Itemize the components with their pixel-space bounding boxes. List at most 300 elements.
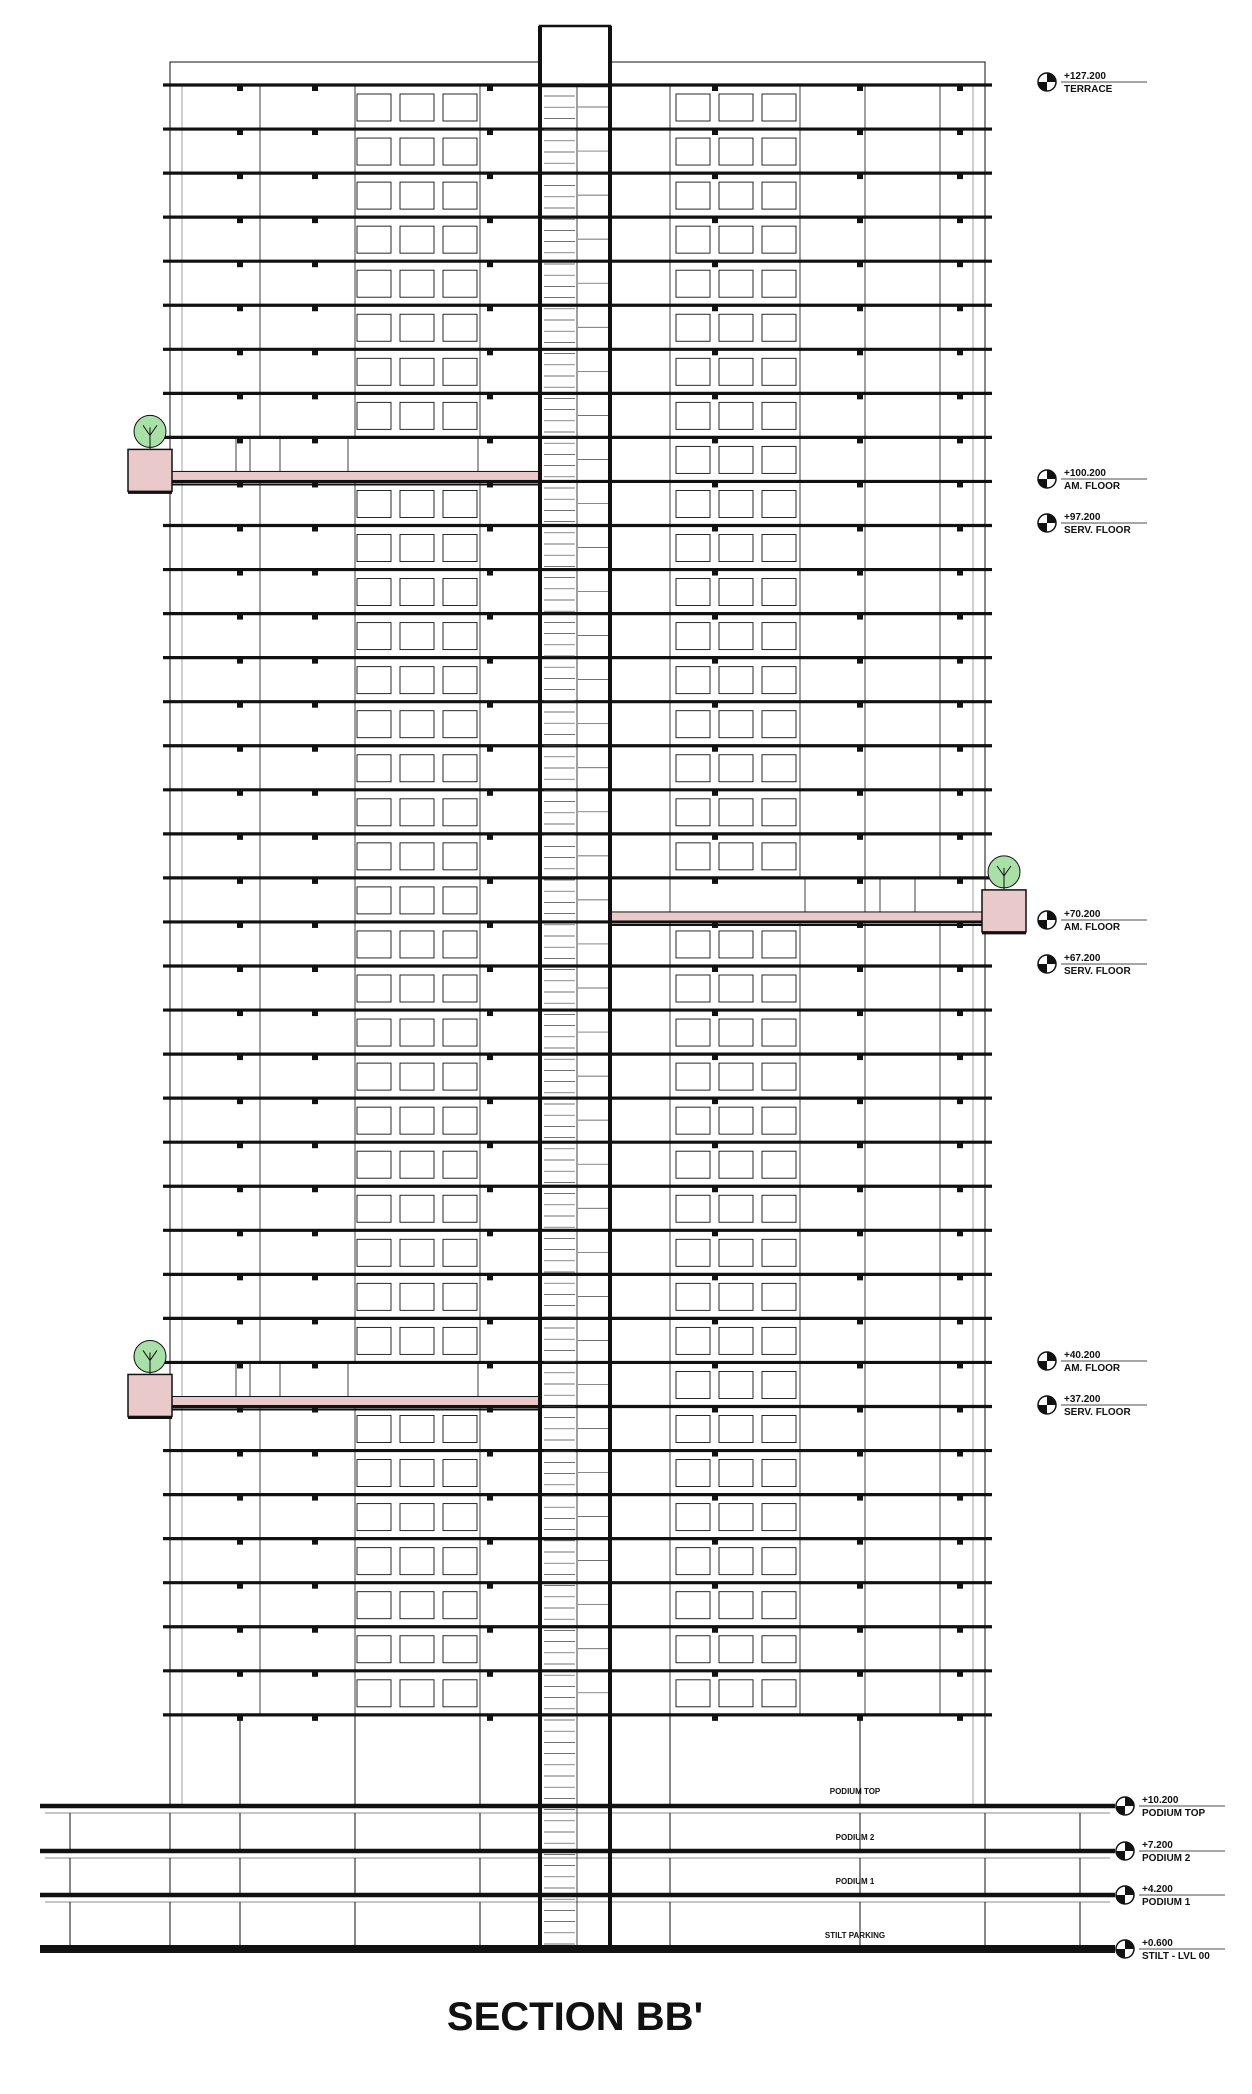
level-marker-serv-floor-37	[1038, 1394, 1147, 1418]
window	[719, 358, 753, 385]
column-stub	[487, 1495, 493, 1501]
window	[400, 358, 434, 385]
column-stub	[712, 1715, 718, 1721]
level-value: +37.200	[1064, 1394, 1101, 1405]
level-value: +100.200	[1064, 468, 1106, 479]
column-stub	[957, 702, 963, 708]
window	[443, 1680, 477, 1707]
window	[357, 799, 391, 826]
window	[719, 667, 753, 694]
column-stub	[712, 1230, 718, 1236]
window	[676, 667, 710, 694]
column-stub	[712, 85, 718, 91]
level-marker-terrace	[1038, 71, 1147, 95]
column-stub	[237, 1230, 243, 1236]
column-stub	[312, 1010, 318, 1016]
level-value: +40.200	[1064, 1350, 1101, 1361]
column-stub	[712, 129, 718, 135]
column-stub	[857, 614, 863, 620]
window	[719, 623, 753, 650]
window	[719, 975, 753, 1002]
window	[400, 1680, 434, 1707]
window	[443, 182, 477, 209]
column-stub	[712, 702, 718, 708]
column-stub	[857, 658, 863, 664]
window	[357, 931, 391, 958]
column-stub	[487, 1362, 493, 1368]
window	[719, 1195, 753, 1222]
column-stub	[237, 746, 243, 752]
column-stub	[487, 702, 493, 708]
column-stub	[237, 1362, 243, 1368]
level-marker-am-floor-100	[1038, 468, 1147, 492]
window	[719, 402, 753, 429]
window	[357, 579, 391, 606]
window	[443, 1019, 477, 1046]
column-stub	[712, 1142, 718, 1148]
column-stub	[957, 1407, 963, 1413]
amenity-slab	[170, 471, 540, 480]
column-stub	[487, 173, 493, 179]
window	[719, 711, 753, 738]
window	[400, 975, 434, 1002]
column-stub	[312, 173, 318, 179]
column-stub	[487, 1671, 493, 1677]
column-stub	[712, 173, 718, 179]
column-stub	[857, 702, 863, 708]
column-stub	[487, 1583, 493, 1589]
column-stub	[857, 85, 863, 91]
column-stub	[312, 834, 318, 840]
window	[400, 1063, 434, 1090]
column-stub	[712, 878, 718, 884]
column-stub	[712, 217, 718, 223]
column-stub	[312, 746, 318, 752]
level-marker-serv-floor-97	[1038, 512, 1147, 536]
column-stub	[712, 1539, 718, 1545]
window	[443, 1548, 477, 1575]
column-stub	[237, 702, 243, 708]
column-stub	[957, 393, 963, 399]
window	[719, 490, 753, 517]
window	[676, 1371, 710, 1398]
column-stub	[857, 526, 863, 532]
column-stub	[312, 658, 318, 664]
column-stub	[487, 1539, 493, 1545]
column-stub	[957, 1627, 963, 1633]
level-marker-am-floor-40	[1038, 1350, 1147, 1374]
level-name: PODIUM 1	[1142, 1897, 1191, 1908]
window	[719, 1327, 753, 1354]
window	[400, 1195, 434, 1222]
column-stub	[712, 1362, 718, 1368]
window	[719, 1680, 753, 1707]
column-stub	[487, 570, 493, 576]
column-stub	[237, 129, 243, 135]
level-name: SERV. FLOOR	[1064, 966, 1131, 977]
column-stub	[957, 1274, 963, 1280]
column-stub	[712, 1098, 718, 1104]
window	[357, 1680, 391, 1707]
planter-box	[128, 1374, 172, 1416]
window	[400, 270, 434, 297]
column-stub	[237, 1627, 243, 1633]
window	[676, 1107, 710, 1134]
column-stub	[957, 129, 963, 135]
window	[719, 446, 753, 473]
window	[762, 1283, 796, 1310]
level-name: AM. FLOOR	[1064, 922, 1121, 933]
window	[719, 1283, 753, 1310]
column-stub	[312, 1451, 318, 1457]
level-marker-podium-1	[1116, 1884, 1225, 1908]
window	[400, 1283, 434, 1310]
column-stub	[957, 1583, 963, 1589]
column-stub	[237, 349, 243, 355]
podium-label: PODIUM 2	[835, 1833, 875, 1842]
window	[443, 623, 477, 650]
window	[762, 402, 796, 429]
window	[762, 270, 796, 297]
column-stub	[857, 217, 863, 223]
window	[762, 579, 796, 606]
window	[762, 490, 796, 517]
column-stub	[312, 1671, 318, 1677]
window	[357, 843, 391, 870]
window	[443, 1195, 477, 1222]
podium-labels	[825, 1787, 885, 1940]
column-stub	[487, 834, 493, 840]
column-stub	[957, 1230, 963, 1236]
window	[400, 1636, 434, 1663]
column-stub	[857, 1142, 863, 1148]
window	[400, 1548, 434, 1575]
window	[443, 402, 477, 429]
column-stub	[712, 570, 718, 576]
window	[676, 1636, 710, 1663]
column-stub	[237, 1539, 243, 1545]
window	[443, 975, 477, 1002]
window	[400, 226, 434, 253]
column-stub	[237, 261, 243, 267]
window	[719, 843, 753, 870]
window	[443, 490, 477, 517]
column-stub	[487, 261, 493, 267]
column-stub	[312, 790, 318, 796]
column-stub	[712, 481, 718, 487]
window	[400, 182, 434, 209]
column-stub	[487, 1010, 493, 1016]
column-stub	[312, 1230, 318, 1236]
window	[357, 711, 391, 738]
column-stub	[487, 878, 493, 884]
window	[357, 1063, 391, 1090]
section-title: SECTION BB'	[446, 1995, 704, 2039]
window	[676, 755, 710, 782]
column-stub	[857, 790, 863, 796]
level-name: AM. FLOOR	[1064, 481, 1121, 492]
column-stub	[857, 1451, 863, 1457]
column-stub	[712, 614, 718, 620]
window	[443, 1327, 477, 1354]
column-stub	[857, 878, 863, 884]
window	[443, 314, 477, 341]
column-stub	[487, 1715, 493, 1721]
column-stub	[857, 305, 863, 311]
column-stub	[487, 658, 493, 664]
window	[762, 446, 796, 473]
planter-box	[128, 449, 172, 491]
column-stub	[312, 393, 318, 399]
column-stub	[237, 393, 243, 399]
column-stub	[237, 1671, 243, 1677]
column-stub	[487, 966, 493, 972]
window	[443, 1283, 477, 1310]
window	[676, 1548, 710, 1575]
level-name: PODIUM 2	[1142, 1853, 1191, 1864]
column-stub	[487, 1054, 493, 1060]
window	[443, 799, 477, 826]
column-stub	[487, 1230, 493, 1236]
column-stub	[487, 746, 493, 752]
window	[762, 1371, 796, 1398]
window	[762, 667, 796, 694]
window	[357, 1416, 391, 1443]
window	[719, 1371, 753, 1398]
column-stub	[957, 614, 963, 620]
column-stub	[957, 305, 963, 311]
column-stub	[957, 570, 963, 576]
window	[676, 711, 710, 738]
level-marker-podium-top	[1116, 1795, 1225, 1819]
column-stub	[857, 1362, 863, 1368]
window	[762, 535, 796, 562]
column-stub	[957, 526, 963, 532]
column-stub	[237, 1010, 243, 1016]
column-stub	[237, 1098, 243, 1104]
column-stub	[857, 1671, 863, 1677]
window	[357, 1327, 391, 1354]
column-stub	[957, 1495, 963, 1501]
column-stub	[857, 261, 863, 267]
column-stub	[857, 173, 863, 179]
column-stub	[957, 349, 963, 355]
column-stub	[312, 1627, 318, 1633]
column-stub	[957, 217, 963, 223]
window	[762, 931, 796, 958]
column-stub	[237, 1186, 243, 1192]
column-stub	[957, 746, 963, 752]
level-name: STILT - LVL 00	[1142, 1951, 1210, 1962]
window	[676, 1327, 710, 1354]
column-stub	[487, 129, 493, 135]
parapet-line	[610, 62, 985, 85]
column-stub	[957, 658, 963, 664]
window	[357, 975, 391, 1002]
level-marker-serv-floor-67	[1038, 953, 1147, 977]
window	[443, 667, 477, 694]
column-stub	[487, 393, 493, 399]
column-stub	[957, 1362, 963, 1368]
window	[676, 799, 710, 826]
window	[676, 1239, 710, 1266]
window	[676, 1195, 710, 1222]
window	[676, 1063, 710, 1090]
window	[719, 799, 753, 826]
window	[357, 1195, 391, 1222]
column-stub	[712, 1407, 718, 1413]
window	[762, 1107, 796, 1134]
column-stub	[957, 437, 963, 443]
window	[357, 138, 391, 165]
window	[357, 1283, 391, 1310]
tower-section	[40, 26, 1115, 1949]
window	[400, 667, 434, 694]
window	[357, 1548, 391, 1575]
column-stub	[712, 393, 718, 399]
podium-label: STILT PARKING	[824, 1931, 886, 1940]
column-stub	[312, 1274, 318, 1280]
window	[357, 1636, 391, 1663]
column-stub	[857, 1054, 863, 1060]
window	[719, 94, 753, 121]
window	[762, 1592, 796, 1619]
window	[719, 1151, 753, 1178]
window	[357, 1592, 391, 1619]
column-stub	[312, 878, 318, 884]
column-stub	[237, 1142, 243, 1148]
column-stub	[312, 261, 318, 267]
column-stub	[957, 1010, 963, 1016]
window	[357, 490, 391, 517]
column-stub	[237, 966, 243, 972]
level-marker-podium-2	[1116, 1840, 1225, 1864]
window	[676, 182, 710, 209]
column-stub	[712, 261, 718, 267]
window	[400, 490, 434, 517]
window	[443, 931, 477, 958]
window	[357, 1504, 391, 1531]
window	[443, 1151, 477, 1178]
window	[400, 931, 434, 958]
window	[719, 1063, 753, 1090]
window	[676, 314, 710, 341]
column-stub	[312, 1054, 318, 1060]
window	[400, 1151, 434, 1178]
column-stub	[237, 1274, 243, 1280]
window	[443, 579, 477, 606]
window	[719, 1636, 753, 1663]
column-stub	[957, 85, 963, 91]
column-stub	[487, 85, 493, 91]
column-stub	[857, 393, 863, 399]
window	[400, 1460, 434, 1487]
level-markers	[1038, 71, 1225, 1962]
column-stub	[957, 1054, 963, 1060]
column-stub	[857, 129, 863, 135]
column-stub	[957, 1715, 963, 1721]
column-stub	[237, 614, 243, 620]
window	[676, 931, 710, 958]
window	[762, 94, 796, 121]
planter-box	[982, 890, 1026, 932]
window	[719, 1548, 753, 1575]
window	[443, 887, 477, 914]
column-stub	[712, 1583, 718, 1589]
column-stub	[237, 658, 243, 664]
column-stub	[487, 1318, 493, 1324]
column-stub	[712, 1627, 718, 1633]
column-stub	[312, 305, 318, 311]
window	[676, 1504, 710, 1531]
column-stub	[312, 614, 318, 620]
column-stub	[487, 437, 493, 443]
window	[400, 843, 434, 870]
window	[443, 1063, 477, 1090]
window	[719, 314, 753, 341]
column-stub	[857, 746, 863, 752]
column-stub	[487, 217, 493, 223]
level-name: SERV. FLOOR	[1064, 1407, 1131, 1418]
window	[676, 1416, 710, 1443]
column-stub	[957, 1451, 963, 1457]
column-stub	[312, 1715, 318, 1721]
column-stub	[857, 1407, 863, 1413]
column-stub	[237, 878, 243, 884]
column-stub	[712, 746, 718, 752]
level-value: +10.200	[1142, 1795, 1179, 1806]
podium-label: PODIUM 1	[835, 1877, 875, 1886]
window	[676, 270, 710, 297]
column-stub	[487, 1098, 493, 1104]
level-value: +4.200	[1142, 1884, 1173, 1895]
column-stub	[712, 1671, 718, 1677]
window	[676, 1283, 710, 1310]
window	[676, 226, 710, 253]
window	[443, 94, 477, 121]
column-stub	[957, 790, 963, 796]
column-stub	[312, 702, 318, 708]
window	[676, 535, 710, 562]
window	[357, 94, 391, 121]
window	[443, 270, 477, 297]
column-stub	[237, 1451, 243, 1457]
podium-label: PODIUM TOP	[829, 1787, 881, 1796]
window	[357, 358, 391, 385]
window	[357, 270, 391, 297]
window	[719, 226, 753, 253]
level-value: +67.200	[1064, 953, 1101, 964]
column-stub	[712, 1054, 718, 1060]
window	[400, 535, 434, 562]
column-stub	[957, 481, 963, 487]
window	[762, 1504, 796, 1531]
window	[357, 755, 391, 782]
window	[762, 975, 796, 1002]
column-stub	[857, 834, 863, 840]
column-stub	[312, 85, 318, 91]
column-stub	[712, 790, 718, 796]
column-stub	[957, 1671, 963, 1677]
window	[400, 799, 434, 826]
column-stub	[487, 790, 493, 796]
column-stub	[957, 1539, 963, 1545]
column-stub	[857, 1539, 863, 1545]
column-stub	[237, 922, 243, 928]
column-stub	[237, 437, 243, 443]
window	[762, 711, 796, 738]
column-stub	[312, 437, 318, 443]
